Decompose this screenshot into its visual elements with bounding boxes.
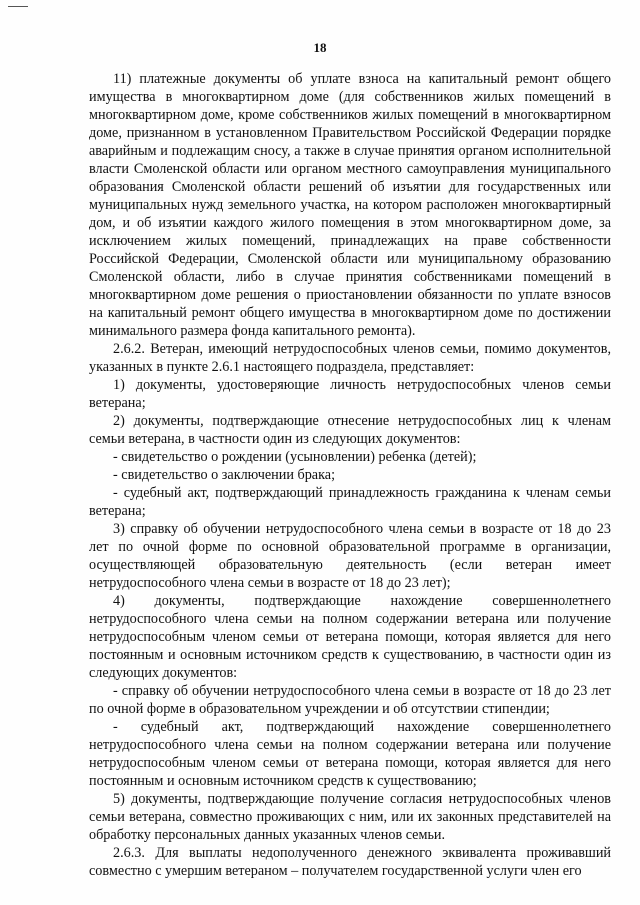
paragraph-item-2: 2) документы, подтверждающие отнесение нетрудоспособных лиц к членам семьи ветерана, в частности один из следующих документов: <box>89 413 611 447</box>
paragraph-item-3: 3) справку об обучении нетрудоспособного члена семьи в возрасте от 18 до 23 лет по очной форме по основной образовательной программе в организации, осуществляющей образовательную деятельность (если ветеран имеет нетрудоспособного члена семьи в возрасте от 18 до 23 лет); <box>89 521 611 591</box>
list-item-birth-certificate: - свидетельство о рождении (усыновлении) ребенка (детей); <box>113 449 477 465</box>
page-number: 18 <box>313 40 327 55</box>
document-body <box>89 70 611 880</box>
list-item-study-certificate: - справку об обучении нетрудоспособного члена семьи в возрасте от 18 до 23 лет по очной форме в образовательном учреждении и об отсутствии стипендии; <box>89 683 611 717</box>
paragraph-section-2-6-3: 2.6.3. Для выплаты недополученного денежного эквивалента проживавший совместно с умершим ветераном – получателем государственной услуги член его <box>89 845 611 879</box>
paragraph-section-2-6-2: 2.6.2. Ветеран, имеющий нетрудоспособных членов семьи, помимо документов, указанных в пункте 2.6.1 настоящего подраздела, представляет: <box>89 341 611 375</box>
paragraph-item-1: 1) документы, удостоверяющие личность нетрудоспособных членов семьи ветерана; <box>89 377 611 411</box>
paragraph-item-4: 4) документы, подтверждающие нахождение совершеннолетнего нетрудоспособного члена семьи на полном содержании ветерана или получение нетрудоспособным членом семьи от ветерана помощи, которая является для него постоянным и основным источником средств к существованию, в частности один из следующих документов: <box>89 593 611 681</box>
paragraph-item-11: 11) платежные документы об уплате взноса на капитальный ремонт общего имущества в многоквартирном доме (для собственников жилых помещений в многоквартирном доме, кроме собственников жилых помещений в многоквартирном доме, признанном в установленном Правительством Российской Федерации порядке аварийным и подлежащим сносу, а также в случае принятия органом исполнительной власти Смоленской области или органом местного самоуправления муниципального образования Смоленской области решений об изъятии для государственных или муниципальных нужд земельного участка, на котором расположен многоквартирный дом, и об изъятии каждого жилого помещения в этом многоквартирном доме, за исключением жилых помещений, принадлежащих на праве собственности Российской Федерации, Смоленской области или муниципальному образованию Смоленской области, либо в случае принятия собственниками помещений в многоквартирном доме решения о приостановлении обязанности по уплате взносов на капитальный ремонт общего имущества в многоквартирном доме по достижении минимального размера фонда капитального ремонта). <box>89 71 611 339</box>
list-item-court-act: - судебный акт, подтверждающий принадлежность гражданина к членам семьи ветерана; <box>89 485 611 519</box>
list-item-marriage-certificate: - свидетельство о заключении брака; <box>113 467 336 483</box>
paragraph-item-5: 5) документы, подтверждающие получение согласия нетрудоспособных членов семьи ветерана, совместно проживающих с ним, или их законных представителей на обработку персональных данных указанных членов семьи. <box>89 791 611 843</box>
scan-mark <box>8 6 28 7</box>
list-item-court-act-support: - судебный акт, подтверждающий нахождение совершеннолетнего нетрудоспособного члена семьи на полном содержании ветерана или получение нетрудоспособным членом семьи от ветерана помощи, которая является для него постоянным и основным источником средств к существованию; <box>89 719 611 789</box>
